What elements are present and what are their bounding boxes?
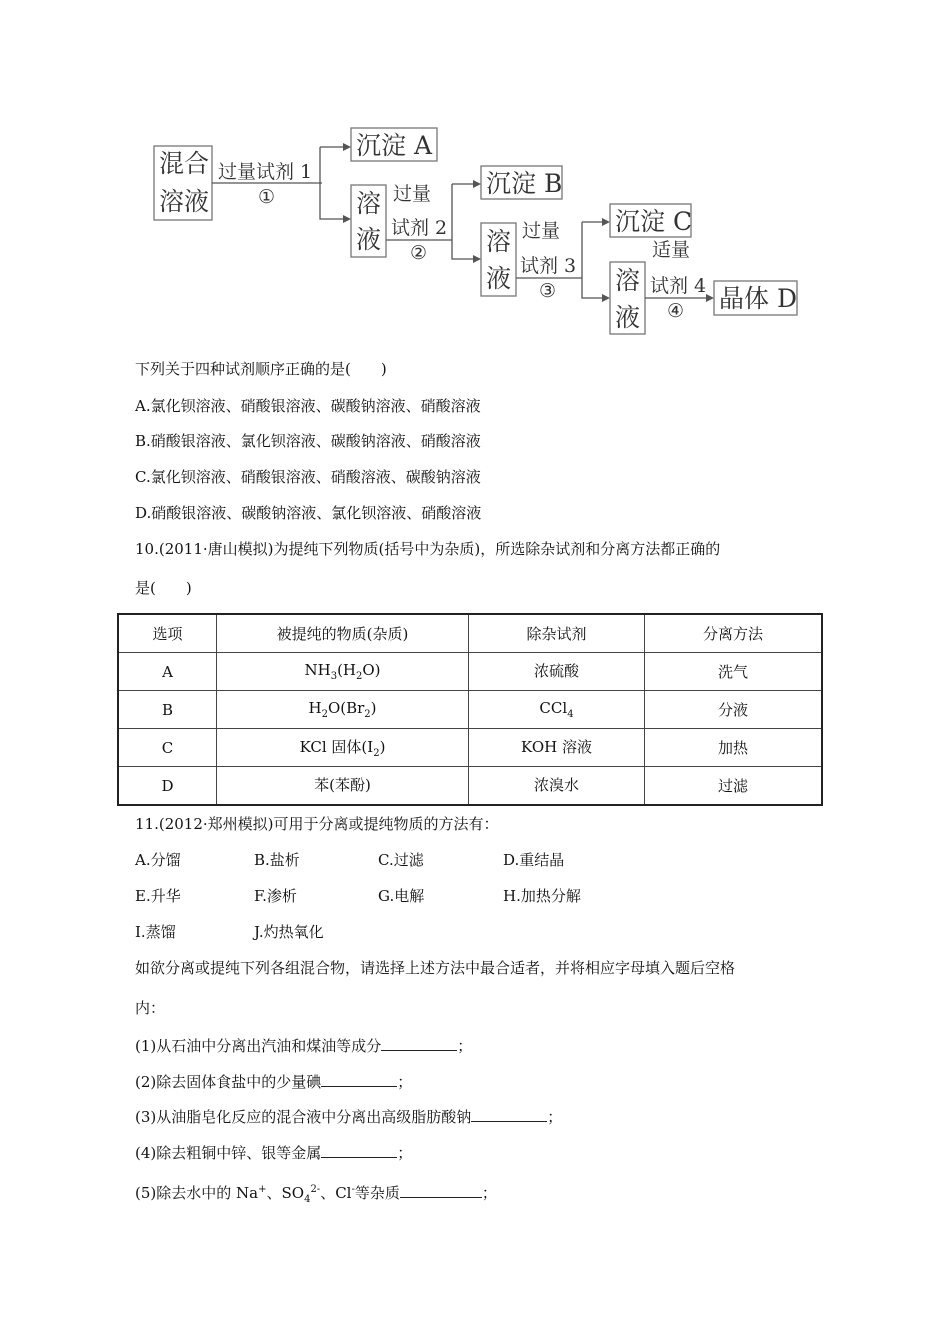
q9-option-a: A.氯化钡溶液、硝酸银溶液、碳酸钠溶液、硝酸溶液 [135,397,481,415]
method-b: B.盐析 [254,851,300,869]
header-substance: 被提纯的物质(杂质) [217,614,469,653]
q11-item-3: (3)从油脂皂化反应的混合液中分离出高级脂肪酸钠 ； [135,1108,563,1126]
row-b-substance: $H_2O(Br_2)$ [217,691,469,729]
method-f: F.渗析 [254,887,297,905]
q11-stem: 11.(2012·郑州模拟)可用于分离或提纯物质的方法有： [135,815,499,833]
crystal-d-label: 晶体 D [719,284,797,313]
row-b-reagent: CCl$_4$ [469,691,645,729]
q9-option-d: D.硝酸银溶液、碳酸钠溶液、氯化钡溶液、硝酸溶液 [135,504,482,522]
step4-reagent-label: 试剂 4 [650,275,707,297]
solution-1-bottom: 液 [356,225,382,254]
answer-blank-4[interactable] [321,1143,397,1158]
row-c-method: 加热 [645,729,823,767]
step4-top-label: 适量 [652,239,691,261]
q11-instruction-line1: 如欲分离或提纯下列各组混合物，请选择上述方法中最合适者，并将相应字母填入题后空格 [135,959,736,977]
q9-option-c: C.氯化钡溶液、硝酸银溶液、硝酸溶液、碳酸钠溶液 [135,468,481,486]
q11-instruction-line2: 内： [135,999,166,1017]
precipitate-c-label: 沉淀 C [615,207,693,236]
row-a-method: 洗气 [645,653,823,691]
step2-number: ② [410,242,428,264]
method-j: J.灼热氧化 [254,923,324,941]
row-d-substance: 苯(苯酚) [217,767,469,806]
solution-1-top: 溶 [356,189,382,218]
row-c-option: C [118,729,217,767]
row-d-method: 过滤 [645,767,823,806]
row-a-reagent: 浓硫酸 [469,653,645,691]
q11-item-4: (4)除去粗铜中锌、银等金属 ； [135,1144,413,1162]
table-row [118,729,822,767]
method-h: H.加热分解 [503,887,581,905]
table-row [118,691,822,729]
step1-number: ① [258,186,276,208]
solution-2-bottom: 液 [486,264,512,293]
row-d-option: D [118,767,217,806]
method-d: D.重结晶 [503,851,565,869]
step1-reagent-label: 过量试剂 1 [218,161,313,183]
row-c-reagent: KOH 溶液 [469,729,645,767]
header-method: 分离方法 [645,614,823,653]
method-e: E.升华 [135,887,181,905]
q11-item-1: (1)从石油中分离出汽油和煤油等成分 ； [135,1037,473,1055]
method-g: G.电解 [378,887,425,905]
answer-blank-3[interactable] [471,1107,547,1122]
q10-table [117,613,823,806]
mixed-solution-top: 混合 [159,149,210,178]
step3-top-label: 过量 [522,220,561,242]
mixed-solution-bottom: 溶液 [159,187,210,216]
row-a-option: A [118,653,217,691]
row-a-substance: $NH_3(H_2O)$ [217,653,469,691]
row-c-substance: KCl 固体$(I_2)$ [217,729,469,767]
q10-stem-line1: 10.(2011·唐山模拟)为提纯下列物质(括号中为杂质)，所选除杂试剂和分离方法都正确的 [135,540,721,558]
answer-blank-1[interactable] [381,1036,457,1051]
step2-top-label: 过量 [393,183,432,205]
method-a: A.分馏 [135,851,181,869]
solution-3-bottom: 液 [615,303,641,332]
precipitate-a-label: 沉淀 A [356,131,433,160]
step4-number: ④ [667,300,685,322]
row-d-reagent: 浓溴水 [469,767,645,806]
q11-item-5: (5)除去水中的 Na+、$SO_4^{2-}$、Cl-等杂质 ； [135,1184,497,1205]
header-reagent: 除杂试剂 [469,614,645,653]
q9-option-b: B.硝酸银溶液、氯化钡溶液、碳酸钠溶液、硝酸溶液 [135,432,481,450]
flow-connector-1 [212,143,351,223]
header-option: 选项 [118,614,217,653]
q10-stem-line2: 是( ) [135,579,192,597]
q11-item-2: (2)除去固体食盐中的少量碘 ； [135,1073,413,1091]
answer-blank-5[interactable] [400,1183,482,1198]
table-row [118,653,822,691]
solution-2-top: 溶 [486,227,512,256]
step2-reagent-label: 试剂 2 [391,217,448,239]
precipitate-b-label: 沉淀 B [486,169,563,198]
row-b-option: B [118,691,217,729]
table-header-row [118,614,822,653]
step3-number: ③ [539,280,557,302]
table-row [118,767,822,806]
solution-3-top: 溶 [615,266,641,295]
row-b-method: 分液 [645,691,823,729]
separation-flowchart [0,0,950,350]
answer-blank-2[interactable] [321,1072,397,1087]
step3-reagent-label: 试剂 3 [520,255,577,277]
method-c: C.过滤 [378,851,424,869]
method-i: I.蒸馏 [135,923,176,941]
q9-stem: 下列关于四种试剂顺序正确的是( ) [135,360,387,378]
